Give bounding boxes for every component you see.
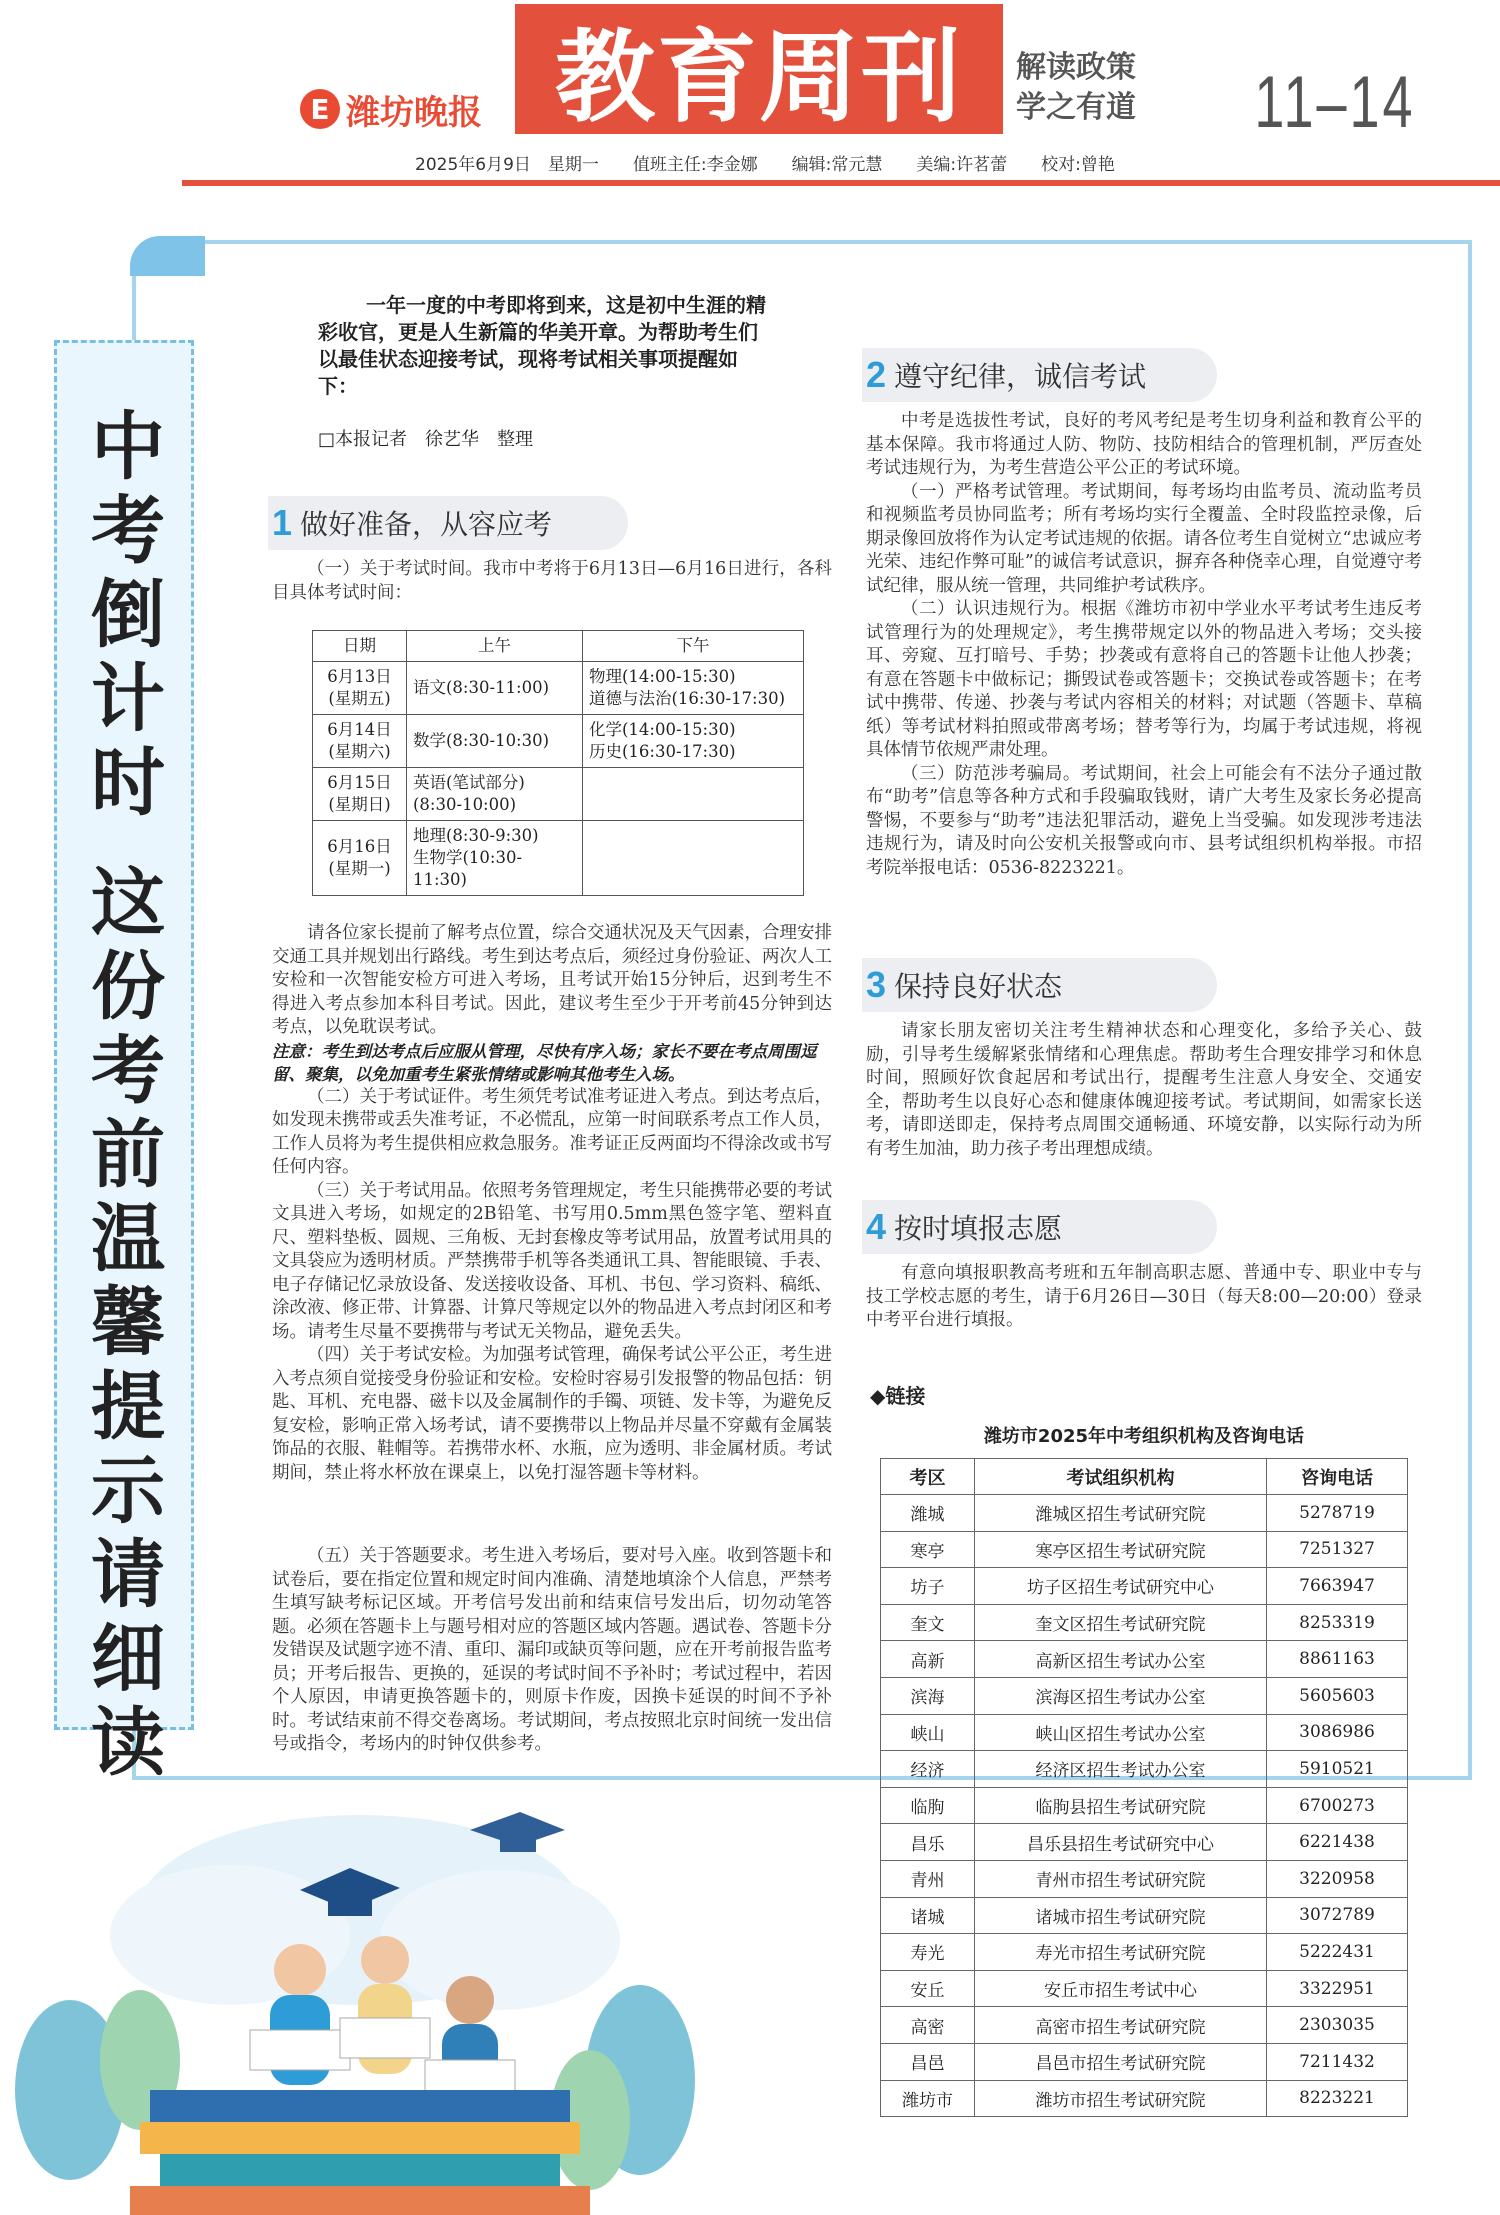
district-cell: 临朐: [881, 1787, 975, 1824]
district-cell: 高密: [881, 2007, 975, 2044]
table-header: 考区: [881, 1459, 975, 1495]
district-cell: 昌乐: [881, 1824, 975, 1861]
section-4-body: [866, 1262, 1422, 1333]
morning-cell: 数学(8:30-10:30): [407, 715, 583, 768]
section-number-4: 4: [865, 1206, 887, 1247]
district-cell: 经济: [881, 1751, 975, 1788]
table-row: [881, 1604, 1408, 1641]
table-row: [881, 1677, 1408, 1714]
table-header: 咨询电话: [1267, 1459, 1408, 1495]
paragraph: 有意向填报职教高考班和五年制高职志愿、普通中专、职业中专与技工学校志愿的考生，请于6月26日—30日（每天8:00—20:00）登录中考平台进行填报。: [866, 1263, 1422, 1330]
table-row: [881, 2043, 1408, 2080]
section-header-3: [862, 958, 1217, 1012]
paragraph: （二）关于考试证件。考生须凭考试准考证进入考点。到达考点后，如发现未携带或丢失准考证，不必慌乱，应第一时间联系考点工作人员，工作人员将为考生提供相应救急服务。准考证正反两面均不得涂改或书写任何内容。: [272, 1086, 832, 1177]
table-row: [881, 1860, 1408, 1897]
section-number-3: 3: [865, 964, 887, 1005]
table-header: 上午: [407, 631, 583, 662]
contact-table-title: 潍坊市2025年中考组织机构及咨询电话: [983, 1426, 1305, 1447]
district-cell: 奎文: [881, 1604, 975, 1641]
section-title-3: 保持良好状态: [894, 970, 1063, 1003]
organization-cell: 寿光市招生考试研究院: [975, 1934, 1267, 1971]
table-row: [881, 1787, 1408, 1824]
paragraph: （三）防范涉考骗局。考试期间，社会上可能会有不法分子通过散布“助考”信息等各种方式和手段骗取钱财，请广大考生及家长务必提高警惕，不要参与“助考”违法犯罪活动，避免上当受骗。如发现涉考违法违规行为，请及时向公安机关报警或向市、县考试组织机构举报。市招考院举报电话：0536-8223221。: [866, 763, 1422, 878]
district-cell: 高新: [881, 1641, 975, 1678]
section-title-4: 按时填报志愿: [894, 1212, 1063, 1245]
section-header-4: [862, 1200, 1217, 1254]
phone-cell: 5910521: [1267, 1751, 1408, 1788]
table-row: [881, 2007, 1408, 2044]
table-row: [313, 821, 804, 896]
district-cell: 寿光: [881, 1934, 975, 1971]
phone-cell: 8861163: [1267, 1641, 1408, 1678]
byline: □本报记者 徐艺华 整理: [318, 429, 534, 450]
table-row: [881, 1897, 1408, 1934]
students-reading-illustration: [0, 1760, 720, 2215]
paragraph: （三）关于考试用品。依照考务管理规定，考生只能携带必要的考试文具进入考场，如规定的2B铅笔、书写用0.5mm黑色签字笔、塑料直尺、塑料垫板、圆规、三角板、无封套橡皮等考试用品，放置考试用具的文具袋应为透明材质。严禁携带手机等各类通讯工具、智能眼镜、手表、电子存储记忆录放设备、发送接收设备、耳机、书包、学习资料、稿纸、涂改液、修正带、计算器、计算尺等规定以外的物品进入考点封闭区和考场。请考生尽量不要携带与考试无关物品，避免丢失。: [272, 1180, 832, 1342]
table-row: [881, 2080, 1408, 2117]
section-1-continued: [272, 1545, 832, 1760]
section-header-1: [268, 496, 628, 550]
headline: [78, 405, 178, 1785]
headline-part-1: 中考倒计时: [91, 404, 165, 826]
afternoon-cell: [583, 768, 804, 821]
phone-cell: 3220958: [1267, 1860, 1408, 1897]
editor: 编辑:常元慧: [791, 155, 883, 175]
table-row: [881, 1641, 1408, 1678]
phone-cell: 7211432: [1267, 2043, 1408, 2080]
section-title-1: 做好准备，从容应考: [300, 508, 553, 541]
date-cell: 6月14日 (星期六): [313, 715, 407, 768]
organization-cell: 坊子区招生考试研究中心: [975, 1568, 1267, 1605]
organization-cell: 寒亭区招生考试研究院: [975, 1531, 1267, 1568]
table-row: [881, 1934, 1408, 1971]
district-cell: 坊子: [881, 1568, 975, 1605]
phone-cell: 7251327: [1267, 1531, 1408, 1568]
publication-title: 教育周刊: [515, 4, 1003, 134]
table-row: [881, 1495, 1408, 1532]
paragraph: 中考是选拔性考试，良好的考风考纪是考生切身利益和教育公平的基本保障。我市将通过人防、物防、技防相结合的管理机制，严厉查处考试违规行为，为考生营造公平公正的考试环境。: [866, 411, 1422, 478]
phone-cell: 3072789: [1267, 1897, 1408, 1934]
paragraph: 请各位家长提前了解考点位置，综合交通状况及天气因素，合理安排交通工具并规划出行路线。考生到达考点后，须经过身份验证、两次人工安检和一次智能安检方可进入考场，且考试开始15分钟后，迟到考生不得进入考点参加本科目考试。因此，建议考生至少于开考前45分钟到达考点，以免耽误考试。: [272, 923, 832, 1037]
morning-cell: 地理(8:30-9:30) 生物学(10:30-11:30): [407, 821, 583, 896]
table-header-row: [313, 631, 804, 662]
contact-table: [880, 1458, 1408, 2117]
headline-part-2: 这份考前温馨提示请细读: [91, 860, 165, 1786]
page-range: 11–14: [1254, 61, 1416, 143]
organization-cell: 昌邑市招生考试研究院: [975, 2043, 1267, 2080]
table-header: 日期: [313, 631, 407, 662]
organization-cell: 潍坊市招生考试研究院: [975, 2080, 1267, 2117]
organization-cell: 滨海区招生考试办公室: [975, 1677, 1267, 1714]
table-row: [881, 1714, 1408, 1751]
frame-corner: [130, 236, 205, 276]
district-cell: 潍坊市: [881, 2080, 975, 2117]
link-label: ◆链接: [870, 1384, 926, 1408]
district-cell: 滨海: [881, 1677, 975, 1714]
proofreader: 校对:曾艳: [1041, 155, 1115, 175]
morning-cell: 语文(8:30-11:00): [407, 662, 583, 715]
notice-paragraph: 注意：考生到达考点后应服从管理，尽快有序入场；家长不要在考点周围逗留、聚集，以免加重考生紧张情绪或影响其他考生入场。: [272, 1041, 817, 1084]
afternoon-cell: [583, 821, 804, 896]
table-row: [881, 1970, 1408, 2007]
organization-cell: 安丘市招生考试中心: [975, 1970, 1267, 2007]
district-cell: 昌邑: [881, 2043, 975, 2080]
masthead-divider: [182, 180, 1500, 186]
contact-table-body: [881, 1495, 1408, 2117]
date-cell: 6月13日 (星期五): [313, 662, 407, 715]
district-cell: 寒亭: [881, 1531, 975, 1568]
organization-cell: 高新区招生考试办公室: [975, 1641, 1267, 1678]
table-row: [881, 1751, 1408, 1788]
district-cell: 青州: [881, 1860, 975, 1897]
brand-emblem-icon: E: [300, 89, 340, 129]
book-stack: [130, 2090, 590, 2215]
section-number-2: 2: [865, 354, 887, 395]
section-3-body: [866, 1020, 1422, 1161]
table-row: [881, 1824, 1408, 1861]
phone-cell: 5278719: [1267, 1495, 1408, 1532]
organization-cell: 昌乐县招生考试研究中心: [975, 1824, 1267, 1861]
table-row: [313, 662, 804, 715]
slogan: [1016, 48, 1186, 128]
organization-cell: 青州市招生考试研究院: [975, 1860, 1267, 1897]
brand-name: 潍坊晚报: [346, 92, 482, 133]
organization-cell: 临朐县招生考试研究院: [975, 1787, 1267, 1824]
phone-cell: 6700273: [1267, 1787, 1408, 1824]
table-row: [881, 1568, 1408, 1605]
paragraph: （四）关于考试安检。为加强考试管理，确保考试公平公正，考生进入考点须自觉接受身份验证和安检。安检时容易引发报警的物品包括：钥匙、耳机、充电器、磁卡以及金属制作的手镯、项链、发卡等，为避免反复安检，影响正常入场考试，请不要携带以上物品并尽量不穿戴有金属装饰品的衣服、鞋帽等。若携带水杯、水瓶，应为透明、非金属材质。考试期间，禁止将水杯放在课桌上，以免打湿答题卡等材料。: [272, 1345, 832, 1483]
section-2-body: [866, 410, 1422, 880]
organization-cell: 诸城市招生考试研究院: [975, 1897, 1267, 1934]
section-header-2: [862, 348, 1217, 402]
afternoon-cell: 化学(14:00-15:30) 历史(16:30-17:30): [583, 715, 804, 768]
district-cell: 安丘: [881, 1970, 975, 2007]
date-cell: 6月15日 (星期日): [313, 768, 407, 821]
district-cell: 峡山: [881, 1714, 975, 1751]
district-cell: 诸城: [881, 1897, 975, 1934]
paragraph: （一）严格考试管理。考试期间，每考场均由监考员、流动监考员和视频监考员协同监考；所有考场均实行全覆盖、全时段监控录像，后期录像回放将作为认定考试违规的依据。请各位考生自觉树立“忠诚应考光荣、违纪作弊可耻”的诚信考试意识，摒弃各种侥幸心理，自觉遵守考试纪律，服从统一管理，共同维护考试秩序。: [866, 481, 1422, 596]
duty-editor: 值班主任:李金娜: [632, 155, 758, 175]
phone-cell: 2303035: [1267, 2007, 1408, 2044]
brand-logo: [300, 85, 510, 133]
slogan-line-2: 学之有道: [1016, 90, 1136, 125]
district-cell: 潍城: [881, 1495, 975, 1532]
intro-paragraph: 一年一度的中考即将到来，这是初中生涯的精彩收官，更是人生新篇的华美开章。为帮助考生们以最佳状态迎接考试，现将考试相关事项提醒如下：: [318, 293, 766, 398]
phone-cell: 3086986: [1267, 1714, 1408, 1751]
paragraph: （一）关于考试时间。我市中考将于6月13日—6月16日进行，各科目具体考试时间：: [272, 559, 832, 603]
table-row: [313, 715, 804, 768]
art-editor: 美编:许茗蕾: [916, 155, 1008, 175]
section-1-body: [272, 922, 832, 1485]
phone-cell: 7663947: [1267, 1568, 1408, 1605]
date-text: 2025年6月9日 星期一: [415, 155, 599, 175]
organization-cell: 峡山区招生考试办公室: [975, 1714, 1267, 1751]
paragraph: （二）认识违规行为。根据《潍坊市初中学业水平考试考生违反考试管理行为的处理规定》，考生携带规定以外的物品进入考场；交头接耳、旁窥、互打暗号、手势；抄袭或有意将自己的答题卡让他人抄袭；有意在答题卡中做标记；撕毁试卷或答题卡；交换试卷或答题卡；在考试中携带、传递、抄袭与考试内容相关的材料；对试题（答题卡、草稿纸）等考试材料拍照或带离考场；替考等行为，均属于考试违规，将视具体情节依规严肃处理。: [866, 599, 1422, 760]
organization-cell: 经济区招生考试办公室: [975, 1751, 1267, 1788]
exam-schedule-table: [312, 630, 804, 896]
paragraph: （五）关于答题要求。考生进入考场后，要对号入座。收到答题卡和试卷后，要在指定位置和规定时间内准确、清楚地填涂个人信息，严禁考生填写缺考标记区域。开考信号发出前和结束信号发出后，切勿动笔答题。必须在答题卡上与题号相对应的答题区域内答题。遇试卷、答题卡分发错误及试题字迹不清、重印、漏印或缺页等问题，应在开考前报告监考员；开考后报告、更换的，延误的考试时间不予补时；考试过程中，若因个人原因，申请更换答题卡的，则原卡作废，因换卡延误的时间不予补时。考试结束前不得交卷离场。考试期间，考点按照北京时间统一发出信号或指令，考场内的时钟仅供参考。: [272, 1546, 832, 1754]
afternoon-cell: 物理(14:00-15:30) 道德与法治(16:30-17:30): [583, 662, 804, 715]
phone-cell: 8253319: [1267, 1604, 1408, 1641]
phone-cell: 5605603: [1267, 1677, 1408, 1714]
organization-cell: 潍城区招生考试研究院: [975, 1495, 1267, 1532]
section-number-1: 1: [271, 502, 293, 543]
section-title-2: 遵守纪律，诚信考试: [894, 360, 1147, 393]
phone-cell: 6221438: [1267, 1824, 1408, 1861]
table-row: [313, 768, 804, 821]
table-row: [881, 1531, 1408, 1568]
slogan-line-1: 解读政策: [1016, 50, 1136, 85]
morning-cell: 英语(笔试部分) (8:30-10:00): [407, 768, 583, 821]
organization-cell: 高密市招生考试研究院: [975, 2007, 1267, 2044]
table-header: 下午: [583, 631, 804, 662]
paragraph: 请家长朋友密切关注考生精神状态和心理变化，多给予关心、鼓励，引导考生缓解紧张情绪和心理焦虑。帮助考生合理安排学习和休息时间，照顾好饮食起居和考试出行，提醒考生注意人身安全、交通安全，帮助考生以良好心态和健康体魄迎接考试。考试期间，如需家长送考，请即送即走，保持考点周围交通畅通、环境安静，以实际行动为所有考生加油，助力孩子考出理想成绩。: [866, 1021, 1422, 1159]
table-header-row: [881, 1459, 1408, 1495]
dateline: [415, 150, 1215, 175]
phone-cell: 8223221: [1267, 2080, 1408, 2117]
date-cell: 6月16日 (星期一): [313, 821, 407, 896]
phone-cell: 5222431: [1267, 1934, 1408, 1971]
phone-cell: 3322951: [1267, 1970, 1408, 2007]
organization-cell: 奎文区招生考试研究院: [975, 1604, 1267, 1641]
table-header: 考试组织机构: [975, 1459, 1267, 1495]
